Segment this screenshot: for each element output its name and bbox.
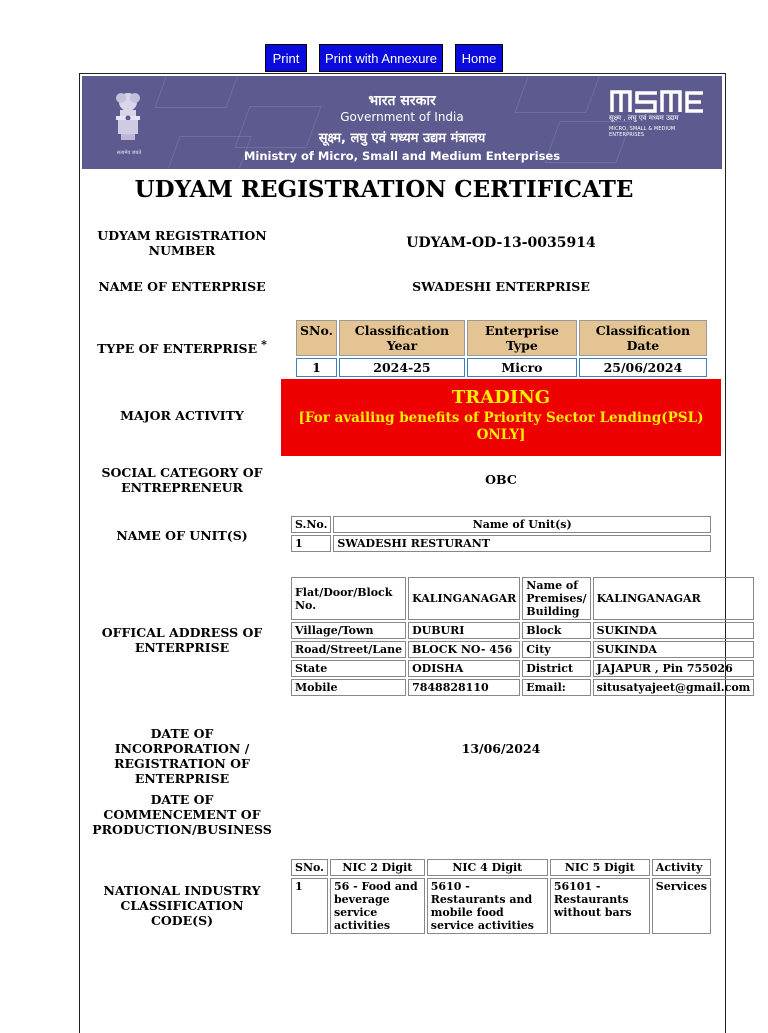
nic-cell: 1 [291, 878, 328, 934]
emblem-caption: सत्यमेव जयते [116, 150, 142, 156]
units-label: NAME OF UNIT(S) [116, 528, 248, 543]
classification-header: Classification Year [339, 320, 465, 356]
address-field-label: Road/Street/Lane [291, 641, 406, 658]
classification-cell: 25/06/2024 [579, 358, 707, 377]
nic-cell: 56101 - Restaurants without bars [550, 878, 650, 934]
table-row [291, 622, 754, 639]
table-row [296, 358, 707, 377]
type-asterisk: * [261, 338, 267, 351]
enterprise-name-label: NAME OF ENTERPRISE [98, 279, 266, 294]
banner-english-title: Government of India [340, 110, 464, 124]
incorporation-label: DATE OF INCORPORATION / REGISTRATION OF ENTERPRISE [114, 726, 250, 786]
ministry-banner [82, 76, 722, 169]
classification-cell: 1 [296, 358, 337, 377]
table-row [291, 577, 754, 620]
address-field-label: Flat/Door/Block No. [291, 577, 406, 620]
address-field-label: Block [522, 622, 590, 639]
address-field-value: SUKINDA [593, 622, 755, 639]
nic-header: NIC 5 Digit [550, 859, 650, 876]
address-field-value: ODISHA [408, 660, 520, 677]
address-field-label: Name of Premises/ Building [522, 577, 590, 620]
address-field-value: SUKINDA [593, 641, 755, 658]
nic-header: NIC 2 Digit [330, 859, 425, 876]
nic-header: NIC 4 Digit [427, 859, 548, 876]
major-activity-value: TRADING [451, 387, 551, 408]
address-field-label: Village/Town [291, 622, 406, 639]
nic-table [289, 857, 713, 936]
print-button[interactable]: Print [265, 44, 307, 72]
major-activity-label: MAJOR ACTIVITY [120, 408, 244, 423]
table-row [291, 878, 711, 934]
classification-cell: Micro [467, 358, 577, 377]
registration-number-label: UDYAM REGISTRATION NUMBER [97, 228, 267, 258]
classification-header-row [296, 320, 707, 356]
address-label: OFFICAL ADDRESS OF ENTERPRISE [101, 625, 263, 655]
classification-header: Enterprise Type [467, 320, 577, 356]
certificate-title: UDYAM REGISTRATION CERTIFICATE [134, 176, 634, 203]
address-field-label: District [522, 660, 590, 677]
units-header: S.No. [291, 516, 331, 533]
units-header: Name of Unit(s) [333, 516, 711, 533]
msme-english-caption: MICRO, SMALL & MEDIUM ENTERPRISES [609, 126, 676, 138]
classification-cell: 2024-25 [339, 358, 465, 377]
address-field-value: BLOCK NO- 456 [408, 641, 520, 658]
nic-cell: 56 - Food and beverage service activities [330, 878, 425, 934]
address-field-value: KALINGANAGAR [593, 577, 755, 620]
table-row [291, 679, 754, 696]
type-of-enterprise-label [88, 337, 276, 356]
major-activity-box [281, 379, 721, 456]
address-field-value: situsatyajeet@gmail.com [593, 679, 755, 696]
nic-label: NATIONAL INDUSTRY CLASSIFICATION CODE(S) [103, 883, 261, 928]
classification-header: SNo. [296, 320, 337, 356]
major-activity-note: [For availing benefits of Priority Sector Lending(PSL) ONLY] [298, 410, 704, 443]
nic-header: Activity [652, 859, 711, 876]
nic-cell: 5610 - Restaurants and mobile food service activities [427, 878, 548, 934]
units-header-row [291, 516, 711, 533]
address-field-label: Mobile [291, 679, 406, 696]
incorporation-date-value: 13/06/2024 [461, 741, 541, 756]
banner-hindi-ministry: सूक्ष्म, लघु एवं मध्यम उद्यम मंत्रालय [318, 131, 486, 146]
classification-table [294, 318, 709, 379]
address-field-value: DUBURI [408, 622, 520, 639]
units-cell: SWADESHI RESTURANT [333, 535, 711, 552]
registration-number-value: UDYAM-OD-13-0035914 [406, 235, 596, 251]
banner-english-ministry: Ministry of Micro, Small and Medium Enterprises [243, 149, 561, 163]
address-table [289, 575, 756, 698]
msme-hindi-caption: सूक्ष्म , लघु एवं मध्यम उद्यम [609, 114, 679, 122]
nic-header-row [291, 859, 711, 876]
social-category-value: OBC [485, 472, 517, 487]
type-label-text: TYPE OF ENTERPRISE [97, 341, 258, 357]
table-row [291, 660, 754, 677]
banner-hindi-title: भारत सरकार [368, 93, 436, 109]
table-row [291, 641, 754, 658]
address-field-label: City [522, 641, 590, 658]
top-button-bar [0, 44, 768, 74]
nic-cell: Services [652, 878, 711, 934]
classification-header: Classification Date [579, 320, 707, 356]
nic-header: SNo. [291, 859, 328, 876]
print-with-annexure-button[interactable]: Print with Annexure [319, 44, 443, 72]
units-cell: 1 [291, 535, 331, 552]
commencement-label: DATE OF COMMENCEMENT OF PRODUCTION/BUSINESS [92, 792, 272, 837]
address-field-value: JAJAPUR , Pin 755026 [593, 660, 755, 677]
address-field-label: Email: [522, 679, 590, 696]
address-field-label: State [291, 660, 406, 677]
units-table [289, 514, 713, 554]
address-field-value: 7848828110 [408, 679, 520, 696]
address-field-value: KALINGANAGAR [408, 577, 520, 620]
enterprise-name-value: SWADESHI ENTERPRISE [412, 279, 590, 294]
msme-logo-icon [609, 88, 705, 114]
home-button[interactable]: Home [455, 44, 503, 72]
table-row [291, 535, 711, 552]
social-category-label: SOCIAL CATEGORY OF ENTREPRENEUR [101, 465, 263, 495]
